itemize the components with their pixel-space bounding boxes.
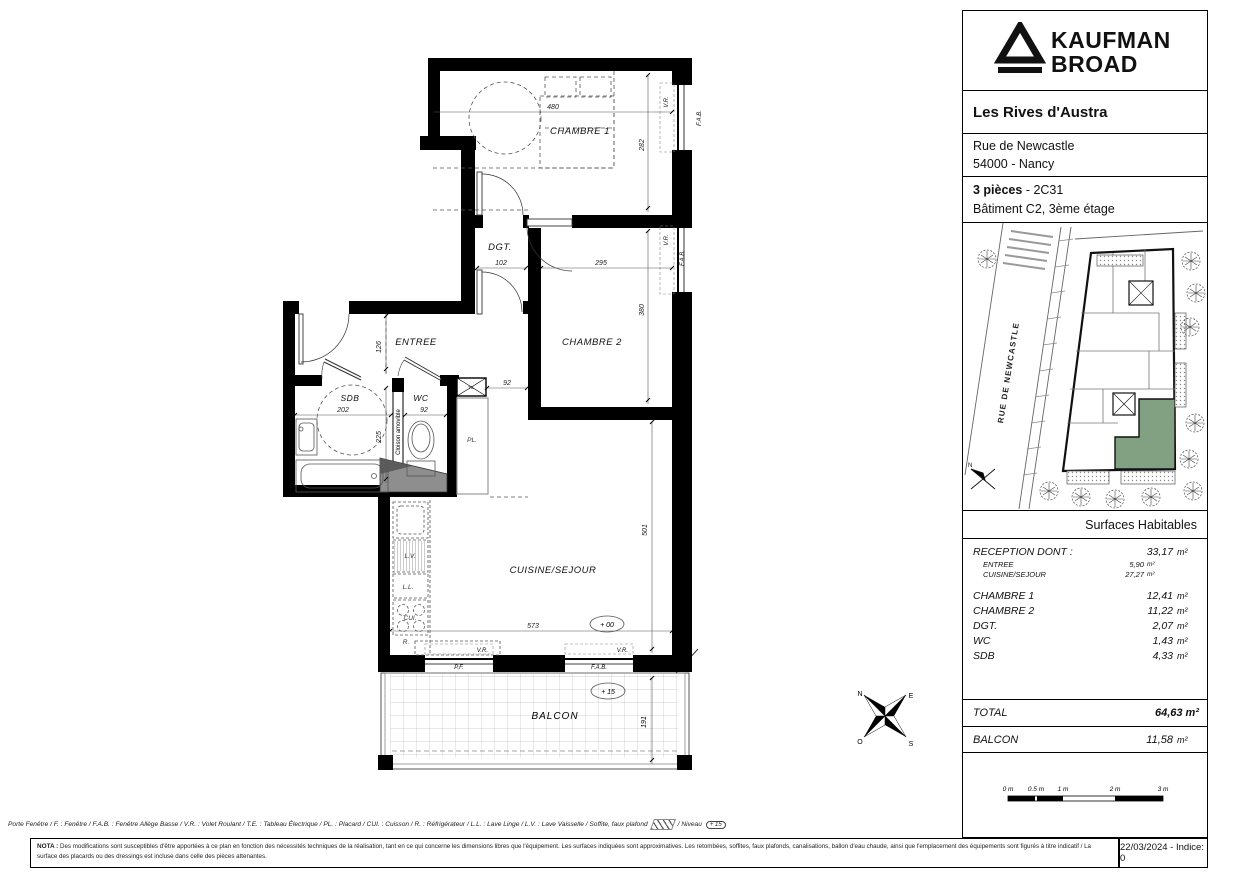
kaufman-broad-logo <box>993 22 1178 80</box>
entry-door-leaf <box>299 314 303 364</box>
dim-102: 102 <box>495 260 507 267</box>
balcon-value: 11,58 <box>1146 733 1173 746</box>
row-unit: m² <box>1177 651 1188 661</box>
logo-triangle-icon <box>1000 26 1040 60</box>
brand-line2: BROAD <box>1050 50 1138 77</box>
scale-3: 3 m <box>1157 786 1169 793</box>
niveau-badge: + 15 <box>706 821 726 829</box>
row-name: ENTREE <box>983 560 1014 569</box>
dim-92-hall: 92 <box>503 380 511 387</box>
balcony-post <box>677 755 692 770</box>
legend-niveau-text: / Niveau <box>677 821 702 828</box>
legend-line <box>8 819 958 830</box>
row-unit: m² <box>1177 547 1188 557</box>
chambre2-label: CHAMBRE 2 <box>562 337 622 348</box>
dgt-label: DGT. <box>488 242 512 253</box>
bed <box>540 77 614 168</box>
dim-126: 126 <box>376 341 383 353</box>
row-unit: m² <box>1147 561 1155 568</box>
kitchen-appliances <box>393 500 500 655</box>
dim-501: 501 <box>642 524 649 536</box>
vr-label: V.R. <box>664 96 670 108</box>
balcony-level-marker: + 15 <box>601 689 615 696</box>
unit-type-line <box>973 181 1197 200</box>
pf-label: P.F. <box>454 665 464 671</box>
site-map-drawing <box>963 223 1207 509</box>
clearance-circle <box>469 82 541 154</box>
site-compass <box>968 463 995 489</box>
window-labels <box>454 96 703 671</box>
electrical-panel <box>457 378 486 396</box>
sejour-level <box>590 616 624 632</box>
row-value: 1,43 <box>1152 635 1173 647</box>
street-label: RUE DE NEWCASTLE <box>996 321 1021 424</box>
sdb-label: SDB <box>340 393 360 403</box>
pl-label: PL. <box>467 437 477 444</box>
row-name: CUISINE/SEJOUR <box>983 570 1046 579</box>
vr-label: V.R. <box>616 648 628 654</box>
scale-2: 2 m <box>1109 786 1121 793</box>
walls <box>283 58 692 672</box>
closet <box>457 398 488 494</box>
scale-bar <box>1000 783 1170 813</box>
dim-295: 295 <box>595 260 607 267</box>
cloison-amovible-label: Cloison amovible <box>396 409 402 455</box>
ll-label: L.L. <box>402 584 414 591</box>
brand-block <box>963 11 1207 91</box>
row-name: DGT. <box>973 620 998 632</box>
row-value: 5,90 <box>1129 560 1144 569</box>
compass-s: S <box>908 741 914 748</box>
project-title: Les Rives d'Austra <box>973 103 1108 121</box>
total-value: 64,63 m² <box>1154 707 1199 719</box>
entree-label: ENTREE <box>395 337 437 348</box>
row-value: 2,07 <box>1152 620 1173 632</box>
unit-type: 3 pièces <box>973 182 1023 197</box>
scale-05: 0.5 m <box>1027 786 1045 793</box>
address-street: Rue de Newcastle <box>973 138 1075 153</box>
compass-rose <box>857 691 913 748</box>
table-subrow <box>973 560 1199 570</box>
row-name: SDB <box>973 650 995 662</box>
vr-label: V.R. <box>476 648 488 654</box>
table-row <box>973 604 1199 619</box>
total-row <box>963 699 1207 726</box>
te-label: TE <box>468 385 474 390</box>
nota-box <box>30 838 1119 868</box>
compass-o: O <box>857 739 863 746</box>
vr-label: V.R. <box>664 234 670 246</box>
row-unit: m² <box>1177 621 1188 631</box>
table-subrow <box>973 570 1199 580</box>
row-name: CHAMBRE 2 <box>973 605 1035 617</box>
lv-label: L.V. <box>404 553 416 560</box>
site-map <box>963 223 1207 511</box>
sejour-level-marker: + 00 <box>600 622 614 629</box>
cui-label: CUI. <box>403 615 417 622</box>
unit-info <box>963 177 1207 223</box>
balcony-post <box>378 755 393 770</box>
scale-1: 1 m <box>1057 786 1069 793</box>
wc-label: WC <box>413 393 429 403</box>
balcon-row <box>963 726 1207 753</box>
row-unit: m² <box>1177 636 1188 646</box>
site-compass-n: N <box>968 463 973 469</box>
dim-573: 573 <box>527 623 539 630</box>
surfaces-header <box>963 511 1207 539</box>
brand-line1: KAUFMAN <box>1050 26 1171 53</box>
r-label: R. <box>402 639 410 646</box>
table-row <box>973 589 1199 604</box>
street <box>965 223 1073 509</box>
cuisine-sejour-label: CUISINE/SEJOUR <box>509 565 597 576</box>
dim-282: 282 <box>639 139 646 151</box>
unit-location: Bâtiment C2, 3ème étage <box>973 201 1115 216</box>
fab-label: F.A.B. <box>697 110 703 126</box>
table-row <box>973 545 1199 560</box>
chambre1-label: CHAMBRE 1 <box>550 126 610 137</box>
dim-92: 92 <box>420 407 428 414</box>
unit-sep: - <box>1022 182 1034 197</box>
table-row <box>973 649 1199 664</box>
nota-label: NOTA : <box>37 843 59 850</box>
address-city: 54000 - Nancy <box>973 157 1055 171</box>
scale-area <box>963 753 1207 837</box>
row-value: 12,41 <box>1146 590 1173 602</box>
soffit-hatch-icon <box>650 819 676 830</box>
scale-0: 0 m <box>1002 786 1014 793</box>
row-unit: m² <box>1177 606 1188 616</box>
nota-text: Des modifications sont susceptibles d'être apportées à ce plan en fonction des nécessités techniques de la réalisation, tant en ce qui concerne les dimensions libres que l'équipement. Les surfaces indiquées sont approximatives. Les retombées, soffites, faux plafonds, canalisations, ballon d'eau chaude, ainsi que l'emplacement des équipements sont figurés à titre indicatif / La surface des placards ou des dressings est incluse dans celle des pièces attenantes. <box>37 843 1091 860</box>
row-name: WC <box>973 635 991 647</box>
surfaces-title: Surfaces Habitables <box>1085 517 1197 532</box>
dim-225: 225 <box>376 431 383 443</box>
row-name: CHAMBRE 1 <box>973 590 1035 602</box>
balcon-unit: m² <box>1177 734 1188 745</box>
dim-balcon-height: 191 <box>641 716 648 728</box>
row-unit: m² <box>1147 571 1155 578</box>
unit-ref: 2C31 <box>1033 182 1064 197</box>
table-row <box>973 634 1199 649</box>
dim-380: 380 <box>639 304 646 316</box>
dim-480: 480 <box>547 104 559 111</box>
row-value: 33,17 <box>1146 546 1173 558</box>
compass-n: N <box>857 691 863 698</box>
table-row <box>973 619 1199 634</box>
row-value: 4,33 <box>1152 650 1173 662</box>
row-unit: m² <box>1177 591 1188 601</box>
project-name <box>963 91 1207 134</box>
row-name: RECEPTION DONT : <box>973 546 1073 558</box>
balcon-label: BALCON <box>531 711 579 722</box>
legend-text: Porte Fenêtre / F. : Fenêtre / F.A.B. : Fenêtre Allège Basse / V.R. : Volet Roulant / T.E. : Tableau Électrique / PL. : Placard / CUI. : Cuisson / R. : Réfrigérateur / L.L. : Lave Linge / L.V. : Lave Vaisselle / Soffite, faux plafond <box>8 821 648 828</box>
row-value: 27,27 <box>1125 570 1144 579</box>
building-outline <box>1063 249 1186 484</box>
surfaces-table <box>963 539 1207 699</box>
fab-label: F.A.B. <box>591 665 607 671</box>
title-block-panel <box>962 10 1208 838</box>
date-indice: 22/03/2024 - Indice: 0 <box>1120 842 1204 864</box>
balcon-label: BALCON <box>973 733 1019 746</box>
fab-label: F.A.B. <box>680 250 686 266</box>
compass-e: E <box>908 693 914 700</box>
project-address <box>963 134 1207 177</box>
total-label: TOTAL <box>973 707 1008 719</box>
dim-202: 202 <box>337 407 349 414</box>
date-indice-box <box>1119 838 1208 868</box>
row-value: 11,22 <box>1147 605 1173 617</box>
